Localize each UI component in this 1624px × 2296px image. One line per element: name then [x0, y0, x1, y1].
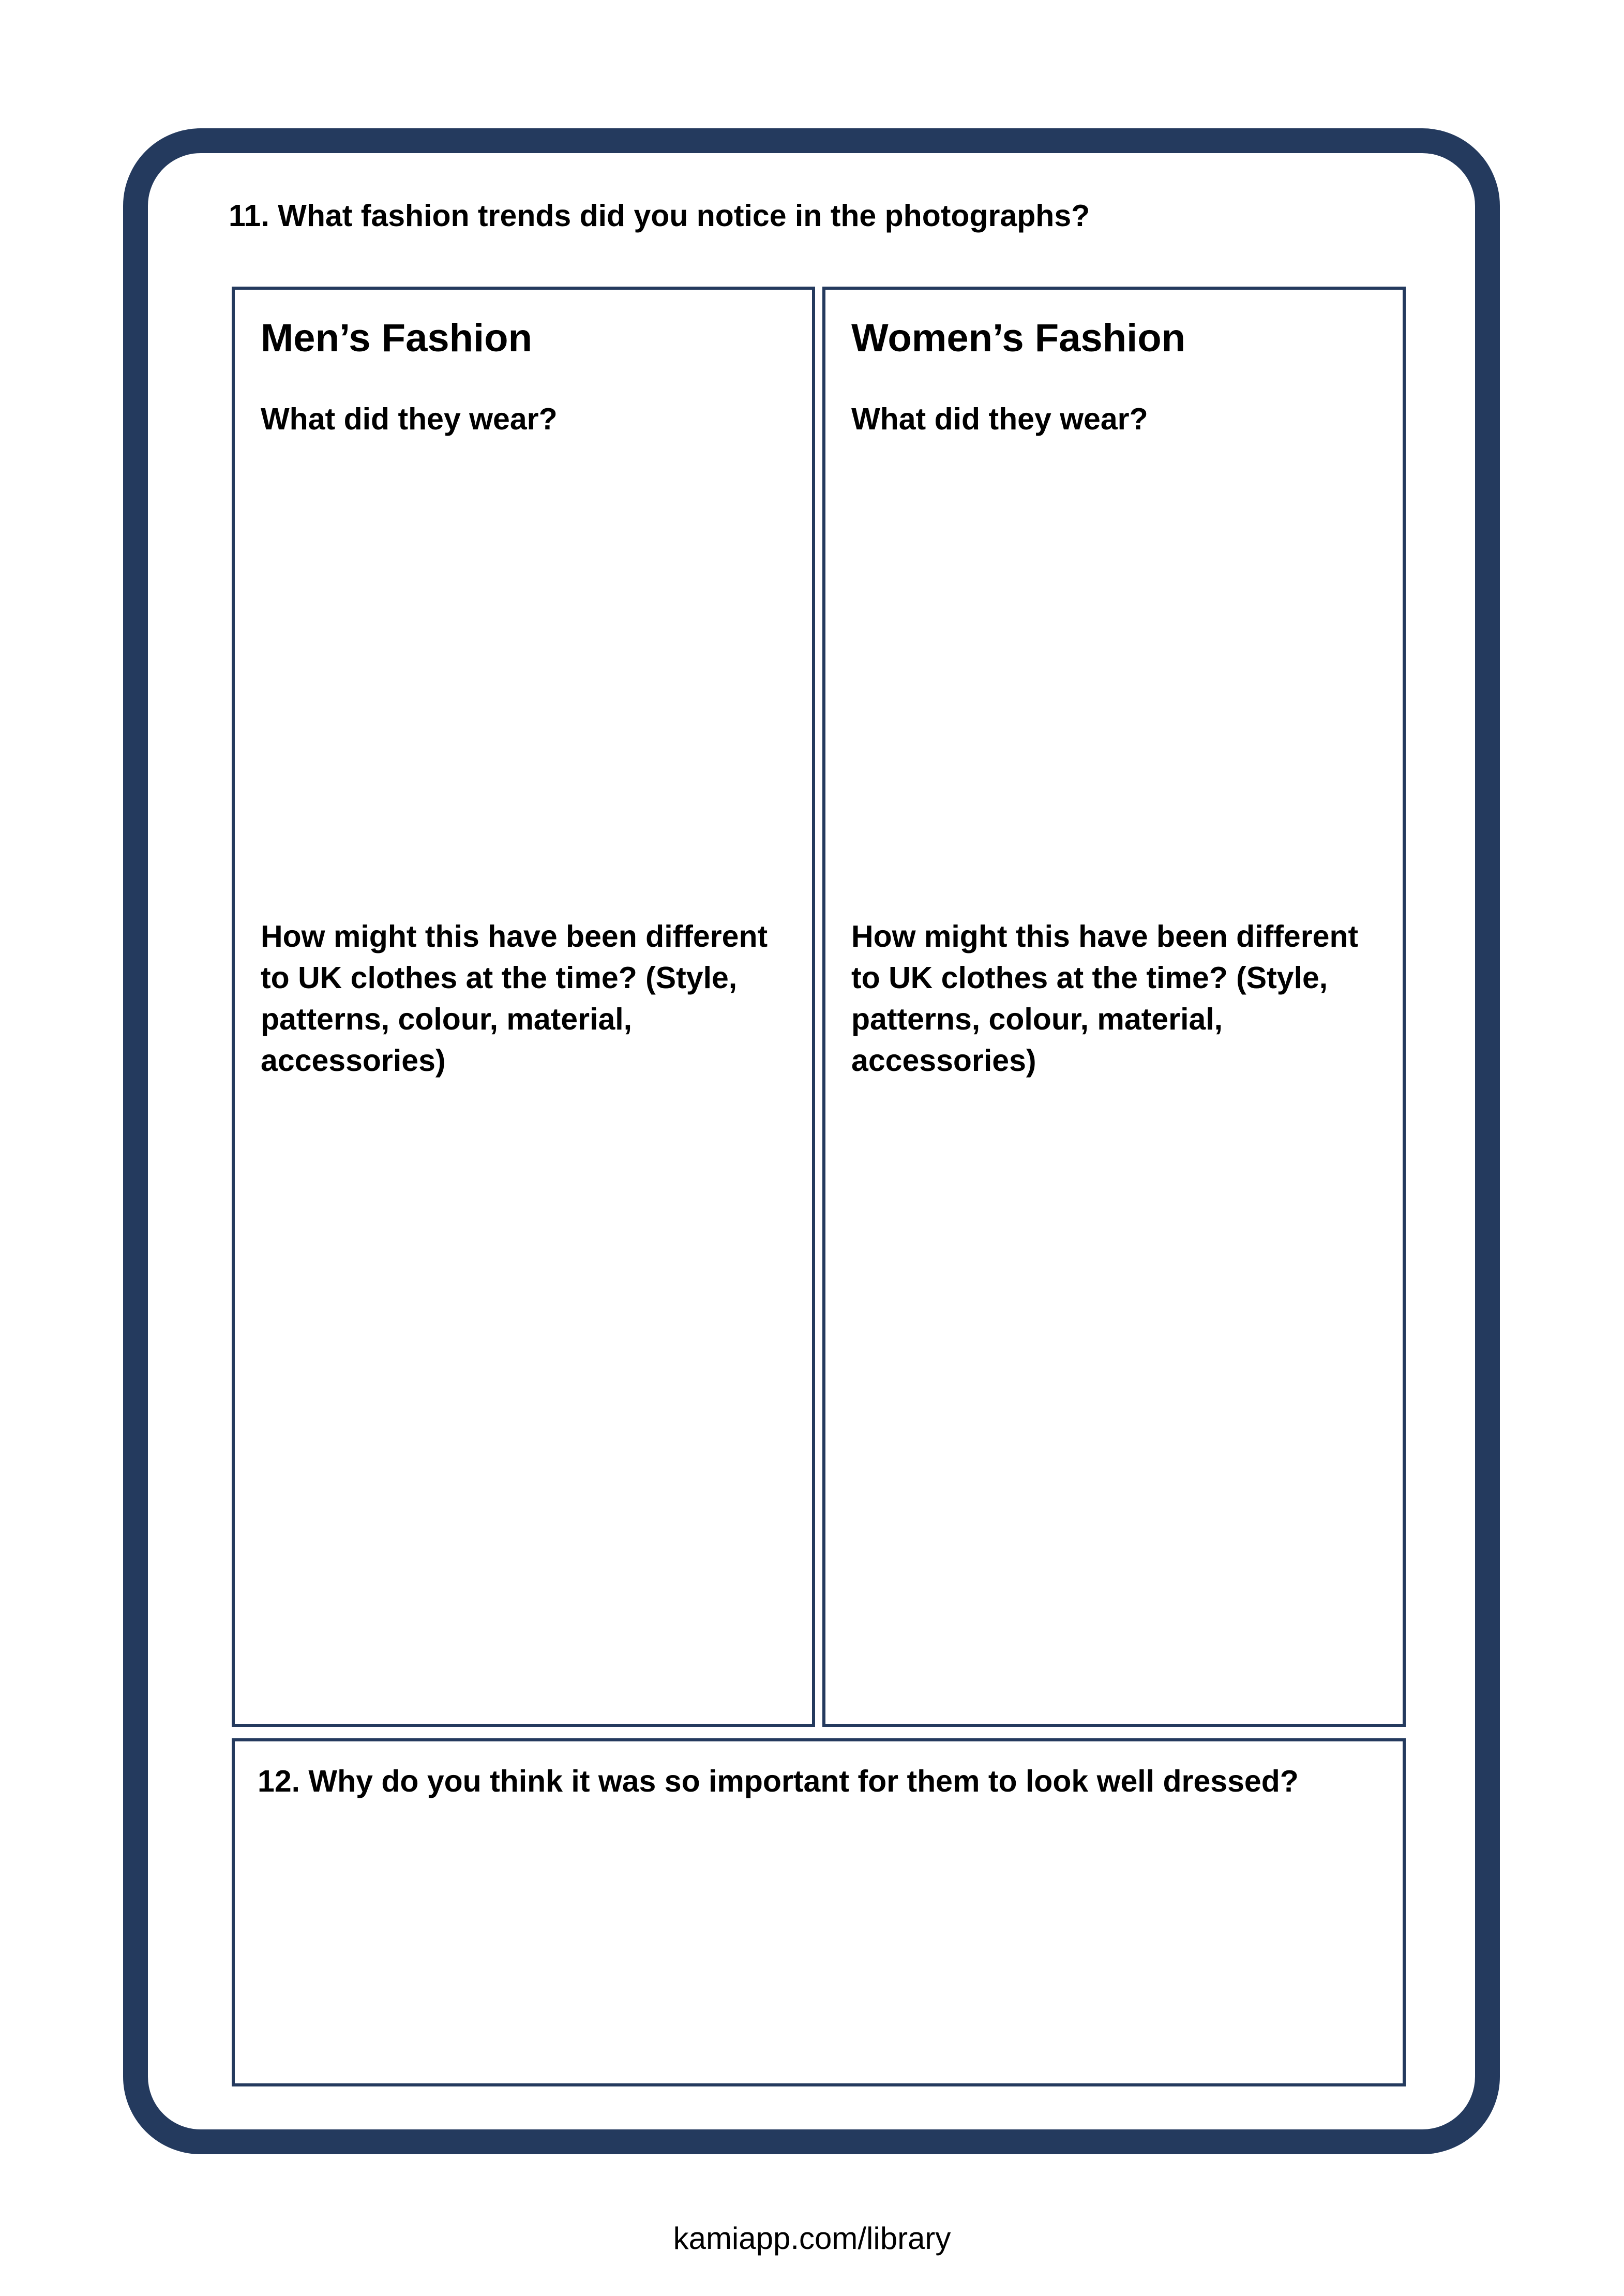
- question-12-text: 12. Why do you think it was so important for them to look well dressed?: [258, 1764, 1299, 1798]
- mens-wear-prompt: What did they wear?: [261, 402, 558, 436]
- mens-fashion-box: [232, 287, 815, 1727]
- footer-url: kamiapp.com/library: [673, 2221, 951, 2256]
- mens-fashion-heading: Men’s Fashion: [261, 316, 533, 360]
- womens-different-prompt: How might this have been different to UK clothes at the time? (Style, patterns, colour, material, accessories): [851, 919, 1359, 1078]
- womens-fashion-heading: Women’s Fashion: [851, 316, 1186, 360]
- womens-wear-prompt: What did they wear?: [851, 402, 1148, 436]
- womens-fashion-box: [822, 287, 1406, 1727]
- question-11-text: 11. What fashion trends did you notice in the photographs?: [229, 199, 1090, 233]
- womens-different-answer-area[interactable]: [851, 1097, 1377, 1707]
- mens-wear-answer-area[interactable]: [261, 455, 786, 900]
- mens-different-answer-area[interactable]: [261, 1097, 786, 1707]
- question-12-answer-area[interactable]: [258, 1819, 1380, 2068]
- womens-wear-answer-area[interactable]: [851, 455, 1377, 900]
- question-12-box: [232, 1738, 1406, 2086]
- mens-different-prompt: How might this have been different to UK clothes at the time? (Style, patterns, colour, material, accessories): [261, 919, 768, 1078]
